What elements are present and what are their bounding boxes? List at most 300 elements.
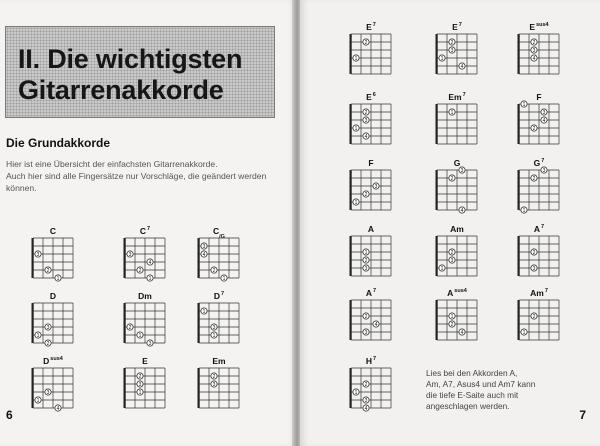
svg-text:4: 4 [460, 330, 464, 336]
svg-text:4: 4 [374, 322, 378, 328]
chord-diagram [430, 288, 484, 348]
chord-diagram [430, 224, 484, 284]
fretboard [344, 168, 398, 214]
chord-diagram [344, 288, 398, 348]
svg-text:1: 1 [138, 390, 142, 396]
finger-marker [201, 243, 207, 250]
svg-text:1: 1 [202, 309, 206, 315]
fretboard [430, 168, 484, 214]
finger-marker [459, 207, 465, 214]
nut [124, 368, 126, 408]
chord-root: H [365, 356, 373, 366]
chord-name [512, 22, 566, 32]
finger-marker [35, 332, 41, 339]
chapter-title-line-1: II. Die wichtigsten [18, 44, 243, 74]
chord-bass-note: /G [219, 233, 225, 240]
nut [124, 303, 126, 343]
fretboard [344, 298, 398, 344]
svg-text:1: 1 [522, 330, 526, 336]
chord-diagram [192, 356, 246, 416]
finger-marker [363, 313, 369, 320]
note-line: Lies bei den Akkorden A, [426, 368, 518, 378]
finger-marker [449, 109, 455, 116]
finger-marker [353, 199, 359, 206]
svg-text:2: 2 [212, 374, 216, 380]
chord-extension: 6 [372, 92, 376, 98]
svg-text:2: 2 [532, 126, 536, 132]
nut [198, 238, 200, 278]
finger-marker [353, 389, 359, 396]
finger-marker [531, 313, 537, 320]
chord-diagram [118, 356, 172, 416]
chord-diagram [344, 356, 398, 416]
chord-diagram [512, 22, 566, 82]
finger-marker [449, 39, 455, 46]
finger-marker [201, 308, 207, 315]
nut [518, 236, 520, 276]
chord-root: Dm [138, 291, 152, 301]
finger-marker [449, 175, 455, 182]
nut [518, 300, 520, 340]
chord-name [118, 291, 172, 301]
fretboard [512, 102, 566, 148]
fretboard [26, 366, 80, 412]
finger-marker [439, 265, 445, 272]
finger-marker [353, 55, 359, 62]
fretboard [26, 301, 80, 347]
svg-text:2: 2 [212, 268, 216, 274]
chord-diagram [512, 92, 566, 152]
left-page [0, 0, 297, 446]
svg-text:4: 4 [148, 260, 152, 266]
chord-root: F [536, 92, 542, 102]
fretboard [192, 233, 246, 282]
svg-text:2: 2 [364, 258, 368, 264]
nut [436, 300, 438, 340]
finger-marker [541, 167, 547, 174]
finger-marker [449, 313, 455, 320]
svg-text:3: 3 [212, 325, 216, 331]
finger-marker [459, 167, 465, 174]
finger-marker [363, 117, 369, 124]
svg-text:3: 3 [128, 252, 132, 258]
finger-marker [211, 324, 217, 331]
chord-diagram [344, 224, 398, 284]
chord-name [26, 226, 80, 236]
chord-root: C [139, 226, 147, 236]
chord-extension: 7 [147, 226, 151, 232]
svg-text:1: 1 [440, 56, 444, 62]
chord-root: Am [450, 224, 464, 234]
svg-text:3: 3 [542, 168, 546, 174]
finger-marker [211, 267, 217, 274]
finger-marker [531, 249, 537, 256]
chord-name [344, 288, 398, 298]
svg-text:3: 3 [46, 325, 50, 331]
svg-text:1: 1 [148, 276, 152, 282]
chord-name [512, 158, 566, 168]
chord-name [512, 288, 566, 298]
svg-text:4: 4 [56, 406, 60, 412]
svg-text:2: 2 [46, 268, 50, 274]
svg-text:2: 2 [450, 40, 454, 46]
finger-marker [45, 389, 51, 396]
chord-root: E [452, 22, 458, 32]
chapter-title-line-2: Gitarrenakkorde [18, 75, 224, 105]
chord-name [430, 288, 484, 298]
svg-text:3: 3 [46, 390, 50, 396]
svg-text:3: 3 [36, 252, 40, 258]
chord-diagram [430, 158, 484, 218]
finger-marker [201, 251, 207, 258]
chord-note [426, 368, 556, 412]
finger-marker [449, 249, 455, 256]
finger-marker [147, 275, 153, 282]
finger-marker [45, 267, 51, 274]
chord-diagram [512, 224, 566, 284]
svg-text:1: 1 [212, 333, 216, 339]
svg-text:3: 3 [202, 244, 206, 250]
finger-marker [137, 332, 143, 339]
note-line: Am, A7, Asus4 und Am7 kann [426, 379, 536, 389]
nut [32, 368, 34, 408]
svg-text:1: 1 [364, 250, 368, 256]
chord-name [430, 158, 484, 168]
finger-marker [521, 329, 527, 336]
nut [198, 303, 200, 343]
chord-diagram [192, 226, 246, 286]
svg-text:2: 2 [364, 110, 368, 116]
fretboard [430, 32, 484, 78]
svg-text:1: 1 [56, 276, 60, 282]
chord-name [512, 224, 566, 234]
chord-name [118, 226, 172, 236]
chord-extension: sus4 [50, 356, 63, 362]
svg-text:1: 1 [36, 333, 40, 339]
chord-root: D [49, 291, 57, 301]
fretboard [512, 298, 566, 344]
chord-name [26, 291, 80, 301]
nut [436, 236, 438, 276]
chord-name [118, 356, 172, 366]
svg-text:2: 2 [138, 374, 142, 380]
nut [32, 303, 34, 343]
finger-marker [137, 373, 143, 380]
chord-root: A [447, 288, 454, 298]
chord-root: F [368, 158, 374, 168]
svg-text:1: 1 [440, 266, 444, 272]
nut [436, 104, 438, 144]
finger-marker [531, 55, 537, 62]
nut [436, 170, 438, 210]
svg-text:3: 3 [460, 168, 464, 174]
svg-text:4: 4 [460, 208, 464, 214]
chord-root: C [213, 226, 220, 236]
chord-root: Em [448, 92, 462, 102]
finger-marker [363, 191, 369, 198]
svg-text:3: 3 [364, 266, 368, 272]
finger-marker [541, 117, 547, 124]
svg-text:3: 3 [542, 110, 546, 116]
intro-line: können. [6, 183, 37, 193]
chord-diagram [26, 226, 80, 286]
svg-text:4: 4 [364, 134, 368, 140]
nut [350, 236, 352, 276]
finger-marker [363, 109, 369, 116]
page-number: 6 [6, 408, 13, 422]
finger-marker [363, 133, 369, 140]
fretboard [118, 301, 172, 347]
chord-name [344, 356, 398, 366]
chord-extension: 7 [372, 22, 376, 28]
svg-text:2: 2 [532, 314, 536, 320]
finger-marker [459, 329, 465, 336]
fretboard [344, 102, 398, 148]
svg-text:2: 2 [532, 250, 536, 256]
chord-extension: sus4 [536, 22, 549, 28]
svg-text:1: 1 [450, 110, 454, 116]
nut [350, 34, 352, 74]
chord-extension: 7 [544, 288, 548, 294]
svg-text:2: 2 [364, 382, 368, 388]
intro-line: Auch hier sind alle Fingersätze nur Vorschläge, die geändert werden [6, 171, 267, 181]
svg-text:4: 4 [460, 64, 464, 70]
chord-root: G [453, 158, 461, 168]
fretboard [344, 366, 398, 412]
finger-marker [531, 125, 537, 132]
fretboard [512, 234, 566, 280]
nut [436, 34, 438, 74]
chord-root: A [533, 224, 541, 234]
page-number: 7 [579, 408, 586, 422]
finger-marker [221, 275, 227, 282]
svg-text:3: 3 [450, 258, 454, 264]
finger-marker [363, 329, 369, 336]
chord-diagram [344, 158, 398, 218]
svg-text:3: 3 [532, 266, 536, 272]
finger-marker [459, 63, 465, 70]
section-heading: Die Grundakkorde [6, 136, 111, 150]
svg-text:2: 2 [450, 322, 454, 328]
finger-marker [55, 405, 61, 412]
chord-name [430, 224, 484, 234]
intro-line: Hier ist eine Übersicht der einfachsten Gitarrenakkorde. [6, 159, 218, 169]
chord-name [344, 158, 398, 168]
finger-marker [531, 265, 537, 272]
fretboard [118, 366, 172, 412]
finger-marker [439, 55, 445, 62]
fretboard [430, 234, 484, 280]
finger-marker [137, 381, 143, 388]
chord-extension: 7 [541, 158, 545, 164]
chord-diagram [344, 22, 398, 82]
finger-marker [127, 324, 133, 331]
finger-marker [127, 251, 133, 258]
right-page [300, 0, 600, 446]
svg-text:1: 1 [522, 208, 526, 214]
note-line: angeschlagen werden. [426, 401, 510, 411]
svg-text:3: 3 [532, 48, 536, 54]
finger-marker [211, 381, 217, 388]
chord-name [344, 22, 398, 32]
svg-text:3: 3 [450, 48, 454, 54]
chord-root: E [529, 22, 536, 32]
chord-name [344, 224, 398, 234]
svg-text:2: 2 [364, 40, 368, 46]
finger-marker [363, 257, 369, 264]
finger-marker [363, 249, 369, 256]
chord-extension: sus4 [454, 288, 467, 294]
svg-text:4: 4 [532, 56, 536, 62]
fretboard [344, 234, 398, 280]
chord-extension: 7 [373, 288, 377, 294]
finger-marker [449, 321, 455, 328]
finger-marker [363, 405, 369, 412]
chord-diagram [512, 288, 566, 348]
finger-marker [137, 389, 143, 396]
chord-extension: 7 [221, 291, 225, 297]
chord-root: G [533, 158, 541, 168]
finger-marker [363, 381, 369, 388]
chord-root: A [367, 224, 375, 234]
chord-root: C [49, 226, 57, 236]
svg-text:1: 1 [138, 333, 142, 339]
finger-marker [541, 109, 547, 116]
fretboard [430, 102, 484, 148]
fretboard [26, 236, 80, 282]
nut [350, 104, 352, 144]
svg-text:2: 2 [364, 314, 368, 320]
chord-root: D [43, 356, 50, 366]
nut [518, 170, 520, 210]
intro-text [6, 158, 278, 194]
nut [518, 104, 520, 144]
chord-diagram [430, 22, 484, 82]
svg-text:3: 3 [138, 382, 142, 388]
svg-text:2: 2 [450, 176, 454, 182]
svg-text:1: 1 [354, 126, 358, 132]
svg-text:2: 2 [46, 341, 50, 347]
svg-text:2: 2 [138, 268, 142, 274]
fretboard [512, 32, 566, 78]
finger-marker [137, 267, 143, 274]
finger-marker [35, 397, 41, 404]
finger-marker [363, 39, 369, 46]
svg-text:1: 1 [36, 398, 40, 404]
chord-name [430, 22, 484, 32]
finger-marker [449, 257, 455, 264]
finger-marker [55, 275, 61, 282]
chord-name [344, 92, 398, 102]
chord-root: E [142, 356, 148, 366]
finger-marker [353, 125, 359, 132]
nut [350, 170, 352, 210]
svg-text:3: 3 [364, 330, 368, 336]
svg-text:2: 2 [128, 325, 132, 331]
chord-root: Am [530, 288, 544, 298]
svg-text:4: 4 [542, 118, 546, 124]
finger-marker [363, 265, 369, 272]
svg-text:1: 1 [222, 276, 226, 282]
svg-text:3: 3 [364, 398, 368, 404]
svg-text:1: 1 [354, 390, 358, 396]
chord-root: Em [212, 356, 226, 366]
finger-marker [531, 39, 537, 46]
chord-root: E [366, 92, 372, 102]
svg-text:3: 3 [374, 184, 378, 190]
chord-name [430, 92, 484, 102]
finger-marker [521, 207, 527, 214]
finger-marker [35, 251, 41, 258]
fretboard [512, 168, 566, 214]
finger-marker [45, 324, 51, 331]
chord-diagram [430, 92, 484, 152]
nut [124, 238, 126, 278]
chord-diagram [26, 356, 80, 416]
nut [32, 238, 34, 278]
chord-extension: 7 [458, 22, 462, 28]
svg-text:4: 4 [202, 252, 206, 258]
chord-root: A [365, 288, 373, 298]
finger-marker [147, 259, 153, 266]
svg-text:2: 2 [532, 40, 536, 46]
svg-text:3: 3 [148, 341, 152, 347]
svg-text:1: 1 [450, 314, 454, 320]
svg-text:2: 2 [532, 176, 536, 182]
nut [350, 368, 352, 408]
chord-diagram [344, 92, 398, 152]
svg-text:1: 1 [522, 102, 526, 108]
finger-marker [211, 332, 217, 339]
svg-text:3: 3 [364, 118, 368, 124]
finger-marker [531, 47, 537, 54]
fretboard [192, 301, 246, 347]
finger-marker [211, 373, 217, 380]
chord-name [192, 356, 246, 366]
chord-root: D [213, 291, 221, 301]
finger-marker [531, 175, 537, 182]
chord-name [26, 356, 80, 366]
svg-text:3: 3 [212, 382, 216, 388]
fretboard [118, 236, 172, 282]
finger-marker [363, 397, 369, 404]
chord-diagram [512, 158, 566, 218]
svg-text:2: 2 [450, 250, 454, 256]
finger-marker [449, 47, 455, 54]
nut [350, 300, 352, 340]
chord-name [192, 291, 246, 301]
finger-marker [147, 340, 153, 347]
chord-extension: 7 [541, 224, 545, 230]
finger-marker [373, 183, 379, 190]
chord-root: E [366, 22, 372, 32]
fretboard [192, 366, 246, 412]
note-line: die tiefe E-Saite auch mit [426, 390, 519, 400]
chord-diagram [192, 291, 246, 351]
finger-marker [45, 340, 51, 347]
finger-marker [521, 101, 527, 108]
chord-diagram [118, 226, 172, 286]
chord-extension: 7 [373, 356, 377, 362]
nut [518, 34, 520, 74]
nut [198, 368, 200, 408]
fretboard [344, 32, 398, 78]
svg-text:4: 4 [364, 406, 368, 412]
chord-diagram [118, 291, 172, 351]
svg-text:2: 2 [364, 192, 368, 198]
chord-diagram [26, 291, 80, 351]
chord-extension: 7 [462, 92, 466, 98]
